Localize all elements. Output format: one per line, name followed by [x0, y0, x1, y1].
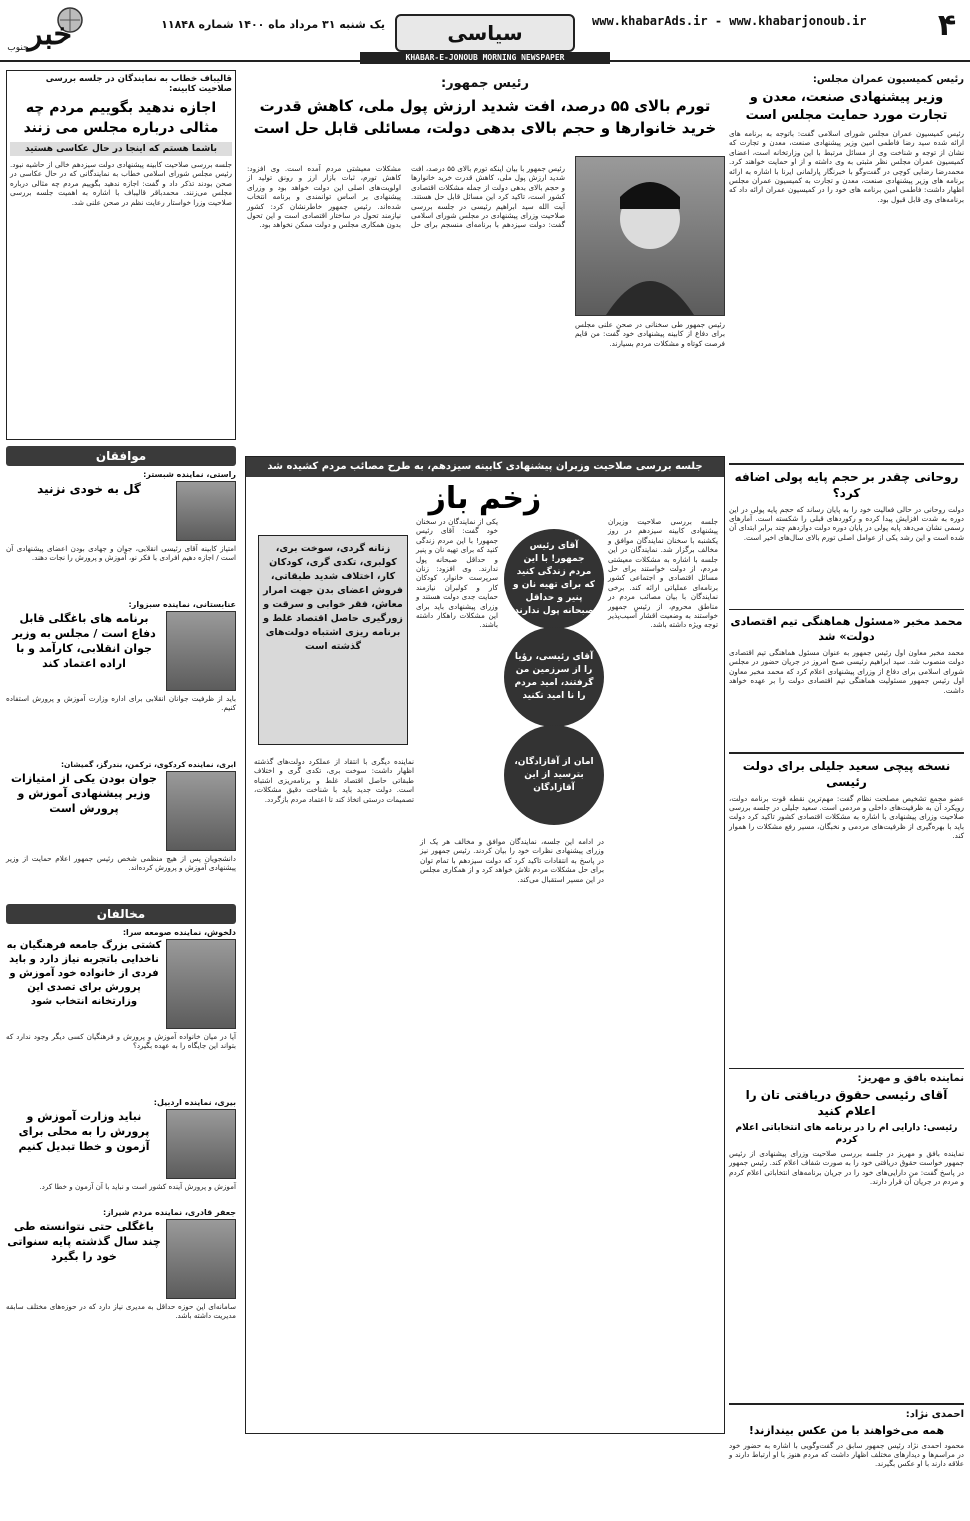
article-body: عضو مجمع تشخیص مصلحت نظام گفت: مهم‌ترین نقطه قوت برنامه دولت، رویکرد آن به ظرفیت‌های داخلی و مردمی است. سعید جلیلی در جلسه بررسی صلاحیت وزرای پیشنهادی با اشاره به مشکلات اقتصادی کشور تاکید کرد دولت باید با بهره‌گیری از ظرفیت‌های مردمی و نخبگان، مسیر رفع مشکلات را هموار کند. — [729, 793, 964, 841]
article-kicker: قالیباف خطاب به نمایندگان در جلسه بررسی صلاحیت کابینه: — [45, 74, 232, 94]
article-body: جلسه بررسی صلاحیت وزیران پیشنهادی کابینه سیزدهم در روز یکشنبه با سخنان نمایندگان موافق و مخالف برگزار شد. نمایندگان در این جلسه با اشاره به مشکلات معیشتی مردم، از دولت خواستند برای حل مسائل اقتصادی و اجتماعی کشور برنامه‌ای عملیاتی ارائه کند. برخی نمایندگان با بیان مصائب مردم در مناطق محروم، از رئیس جمهور خواستند به وضعیت اقشار آسیب‌پذیر توجه ویژه داشته باشد. — [608, 517, 718, 630]
speaker-photo — [166, 1109, 236, 1179]
opinion-body: باید از ظرفیت جوانان انقلابی برای اداره وزارت آموزش و پرورش استفاده کنیم. — [6, 694, 236, 713]
article-body: رئیس کمیسیون عمران مجلس شورای اسلامی گفت: باتوجه به برنامه های ارائه شده سید رضا فاطمی امین وزیر پیشنهادی صنعت، معدن و تجارت که نشان از توجه و شناخت وی از مسائل مرتبط با این وزارتخانه است، اعضای کمیسیون عمران مجلس نظر مثبتی به وی داشته و از او حمایت خواهند کرد. محمدرضا رضایی کوچی در گفت‌وگو با خبرنگار پارلمانی ایرنا با اشاره به ارائه برنامه های وزیر پیشنهادی صنعت، معدن و تجارت به کمیسیون عمران مجلس اظهار داشت: فاطمی امین برنامه های خود را در کمیسیون عمران ارائه داد که برنامه‌های وی قابل قبول بود. — [729, 129, 964, 204]
feature-article — [245, 456, 725, 1434]
lead-headline[interactable]: تورم بالای ۵۵ درصد، افت شدید ارزش پول ملی، کاهش قدرت خرید خانوارها و حجم بالای بدهی دولت، مسائلی قابل حل است — [253, 97, 717, 137]
opinion-item — [6, 1098, 236, 1208]
masthead — [0, 0, 970, 62]
speaker-name: عنابستانی، نماینده سبزوار: — [128, 600, 236, 609]
article-kicker: نماینده بافق و مهریز: — [857, 1073, 964, 1084]
quote-bubble: آقای رئیس جمهور! با این مردم زندگی کنید که برای تهیه نان و پنیر و حداقل صبحانه پول ندارند — [504, 529, 604, 629]
opinion-title[interactable]: گل به خودی نزنید — [37, 482, 141, 496]
divider — [729, 1068, 964, 1070]
lead-article — [245, 76, 725, 454]
article-kicker: احمدی نژاد: — [905, 1408, 964, 1420]
article-title[interactable]: همه می‌خواهند با من عکس بیندازند! — [748, 1423, 945, 1437]
article-kicker: رئیس جمهور: — [440, 76, 530, 91]
speaker-photo — [166, 771, 236, 851]
article-title[interactable]: اجازه ندهید بگوییم مردم چه مثالی درباره مجلس می زنند — [23, 100, 219, 136]
page-number: ۴ — [937, 8, 957, 43]
article-subtitle: رئیسی: دارایی ام را در برنامه های انتخاباتی اعلام کردم — [735, 1123, 958, 1145]
section-title: سیاسی — [395, 14, 575, 52]
speaker-name: ابری، نماینده کردکوی، ترکمن، بندرگز، گمیشان: — [61, 760, 236, 769]
article-title[interactable]: روحانی چقدر بر حجم پایه پولی اضافه کرد؟ — [734, 469, 959, 500]
svg-text:جنوب: جنوب — [7, 43, 29, 53]
feature-strap: جلسه بررسی صلاحیت وزیران پیشنهادی کابینه سیزدهم، به طرح مصائب مردم کشیده شد — [246, 457, 724, 477]
feature-headline[interactable]: زخم باز — [428, 481, 542, 516]
divider — [729, 463, 964, 465]
pull-quote-box: زنانه گردی، سوخت بری، کولبری، تکدی گری، کودکان کار، اختلاف شدید طبقاتی، فروش اعضای بدن جهت امرار معاش، فقر خوابی و سرقت و زورگیری حاصل اقتصاد غلط و برنامه ریزی اشتباه دولت‌های گذشته است — [258, 535, 408, 745]
speaker-name: جعفر قادری، نماینده مردم شیراز: — [102, 1208, 236, 1217]
speaker-photo — [166, 939, 236, 1029]
masthead-banner: KHABAR-E-JONOUB MORNING NEWSPAPER — [360, 52, 610, 64]
article-body: محمود احمدی نژاد رئیس جمهور سابق در گفت‌وگویی با اشاره به حضور خود در مراسم‌ها و دیدارهای مختلف اظهار داشت که مردم هنوز با او ارتباط دارند و علاقه دارند با او عکس بگیرند. — [729, 1440, 964, 1469]
divider — [729, 609, 964, 611]
quote-bubble: آقای رئیسی، رؤیا را از سرزمین من گرفتند، امید مردم را نا امید نکنید — [504, 627, 604, 727]
article-body: نماینده دیگری با انتقاد از عملکرد دولت‌های گذشته اظهار داشت: سوخت بری، تکدی گری و اختلاف طبقاتی حاصل اقتصاد غلط و برنامه‌ریزی اشتباه است. دولت جدید باید با شناخت دقیق مشکلات، تصمیمات درستی اتخاذ کند تا اعتماد مردم بازگردد. — [254, 757, 414, 804]
opinion-body: سامانه‌ای این حوزه حداقل به مدیری نیاز دارد که در حوزه‌های مختلف سابقه مدیریت داشته باشد. — [6, 1302, 236, 1321]
dateline: یک شنبه ۳۱ مرداد ماه ۱۴۰۰ شماره ۱۱۸۴۸ — [161, 18, 385, 31]
article-body: در ادامه این جلسه، نمایندگان موافق و مخالف هر یک از وزرای پیشنهادی نظرات خود را بیان کردند. رئیس جمهور نیز در پاسخ به انتقادات تاکید کرد که دولت سیزدهم با تمام توان برای حل مشکلات مردم تلاش خواهد کرد و از همکاری مجلس در این مسیر استقبال می‌کند. — [420, 837, 604, 884]
article-title[interactable]: وزیر پیشنهادی صنعت، معدن و تجارت مورد حمایت مجلس است — [745, 90, 948, 123]
article-body: جلسه بررسی صلاحیت کابینه پیشنهادی دولت سیزدهم خالی از حاشیه نبود. رئیس مجلس شورای اسلامی خطاب به نمایندگانی که در حال عکاسی در صحن بودند تذکر داد و گفت: اجازه ندهید بگوییم مردم چه مثالی درباره مجلس می‌زنند. محمدباقر قالیباف با اشاره به اهمیت جلسه بررسی صلاحیت وزرا خواستار رعایت نظم در صحن علنی شد. — [10, 160, 232, 207]
quote-bubble: امان از آقازادگان، بترسید از این آقازادگان — [504, 725, 604, 825]
opinion-item — [6, 760, 236, 900]
article-body: دولت روحانی در حالی فعالیت خود را به پایان رساند که حجم پایه پولی در این دوره به شدت افزایش پیدا کرده و رکوردهای قبلی را شکسته است. آمارهای رسمی نشان می‌دهد پایه پولی در پایان دوره دولت دوازدهم چند برابر ابتدای آن شده است و این رشد یکی از عوامل اصلی تورم بالای سال‌های اخیر است. — [729, 504, 964, 542]
svg-text:خبر: خبر — [27, 17, 73, 52]
website-url[interactable]: www.khabarAds.ir - www.khabarjonoub.ir — [592, 14, 867, 28]
opinion-title[interactable]: باغگلی حتی نتوانسته طی چند سال گذشته پایه سنواتی خود را بگیرد — [7, 1220, 161, 1263]
speaker-photo — [166, 611, 236, 691]
article-title[interactable]: آقای رئیسی حقوق دریافتی تان را اعلام کنید — [745, 1088, 948, 1118]
speaker-name: بیری، نماینده اردبیل: — [153, 1098, 236, 1107]
speaker-photo — [166, 1219, 236, 1299]
article-title[interactable]: نسخه پیچی سعید جلیلی برای دولت رئیسی — [742, 758, 951, 789]
opinion-title[interactable]: جوان بودن یکی از امتیازات وزیر پیشنهادی آموزش و پرورش است — [11, 772, 157, 815]
opinion-body: امتیاز کابینه آقای رئیسی انقلابی، جوان و جهادی بودن اعضای پیشنهادی آن است / اجازه دهیم افرادی با فکر نو، آموزش و پرورش را نجات دهند. — [6, 544, 236, 563]
opinion-item — [6, 470, 236, 600]
divider — [729, 1403, 964, 1405]
article-kicker: رئیس کمیسیون عمران مجلس: — [812, 74, 964, 85]
speaker-name: راستی، نماینده شبستر: — [143, 470, 236, 479]
newspaper-logo — [6, 4, 88, 54]
opinion-title[interactable]: کشتی بزرگ جامعه فرهنگیان به ناخدایی باتجربه نیاز دارد و باید فردی از خانواده خود آموزش و پرورش برای تصدی این وزارتخانه انتخاب شود — [6, 940, 162, 1007]
speaker-photo — [176, 481, 236, 541]
opinion-body: آموزش و پرورش آینده کشور است و نباید با آن آزمون و خطا کرد. — [39, 1182, 236, 1191]
opinion-item — [6, 1208, 236, 1328]
article-body: نماینده بافق و مهریز در جلسه بررسی صلاحیت وزرای پیشنهادی از رئیس جمهور خواست حقوق دریافتی خود را به صورت شفاف اعلام کند. رئیس جمهور در پاسخ گفت: من دارایی‌های خود را در جریان برنامه‌های انتخاباتی اعلام کردم و مردم در جریان آن قرار دارند. — [729, 1149, 964, 1187]
right-column — [729, 70, 964, 1469]
section-header-against: مخالفان — [6, 904, 236, 924]
section-header-for: موافقان — [6, 446, 236, 466]
photo-caption: رئیس جمهور طی سخنانی در صحن علنی مجلس برای دفاع از کابینه پیشنهادی خود گفت: من قایم فرصت کوتاه و مشکلات مردم بسیارند. — [575, 320, 725, 348]
opinion-title[interactable]: برنامه های باغگلی قابل دفاع است / مجلس به وزیر جوان انقلابی، کارآمد و با اراده اعتماد کند — [12, 612, 156, 670]
article-body: محمد مخبر معاون اول رئیس جمهور به عنوان مسئول هماهنگی تیم اقتصادی دولت منصوب شد. سید ابراهیم رئیسی صبح امروز در جریان حضور در مجلس شورای اسلامی برای دفاع از وزرای پیشنهادی اعلام کرد که محمد مخبر معاون اول رئیس جمهور مسئولیت هماهنگی تیم اقتصادی دولت را بر عهده خواهد داشت. — [729, 648, 964, 695]
speaker-name: دلخوش، نماینده صومعه سرا: — [122, 928, 236, 937]
divider — [729, 752, 964, 754]
opinion-item — [6, 928, 236, 1098]
president-photo — [575, 156, 725, 316]
article-body: رئیس جمهور با بیان اینکه تورم بالای ۵۵ درصد، افت شدید ارزش پول ملی، کاهش قدرت خرید خانوارها و حجم بالای بدهی دولت از جمله مشکلات اقتصادی کشور است، تاکید کرد این مسائل قابل حل هستند. آیت الله سید ابراهیم رئیسی در جلسه بررسی صلاحیت وزرای پیشنهادی در مجلس شورای اسلامی گفت: دولت سیزدهم با برنامه‌ای منسجم برای حل مشکلات معیشتی مردم آمده است. وی افزود: کاهش تورم، ثبات بازار ارز و رونق تولید از اولویت‌های اصلی این دولت خواهد بود و وزرای پیشنهادی بر اساس توانمندی و برنامه انتخاب شده‌اند. رئیس جمهور خاطرنشان کرد: کشور نیازمند تحول در ساختار اقتصادی است و این تحول بدون همکاری مجلس و دولت ممکن نخواهد بود. — [247, 164, 565, 230]
left-column — [6, 70, 236, 1435]
opinion-title[interactable]: نباید وزارت آموزش و پرورش را به محلی برای آزمون و خطا تبدیل کنیم — [18, 1110, 150, 1153]
article-title[interactable]: محمد مخبر «مسئول هماهنگی تیم اقتصادی دولت» شد — [730, 615, 963, 643]
article-body: یکی از نمایندگان در سخنان خود گفت: آقای رئیس جمهور! با این مردم زندگی کنید که برای تهیه نان و پنیر و حداقل صبحانه پول ندارند. وی افزود: زنان سرپرست خانوار، کودکان کار و کولبران نیازمند حمایت جدی دولت هستند و وزرای پیشنهادی باید برای این مشکلات راهکار داشته باشند. — [416, 517, 498, 630]
boxed-article — [6, 70, 236, 440]
article-subtitle: باشما هستم که اینجا در حال عکاسی هستید — [10, 142, 232, 156]
opinion-body: دانشجویان پس از هیچ منظمی شخص رئیس جمهور اعلام حمایت از وزیر پیشنهادی آموزش و پرورش کرده‌اند. — [6, 854, 236, 873]
opinion-item — [6, 600, 236, 760]
opinion-body: آیا در میان خانواده آموزش و پرورش و فرهنگیان کسی دیگر وجود ندارد که بتواند این جایگاه را به عهده بگیرد؟ — [6, 1032, 236, 1051]
